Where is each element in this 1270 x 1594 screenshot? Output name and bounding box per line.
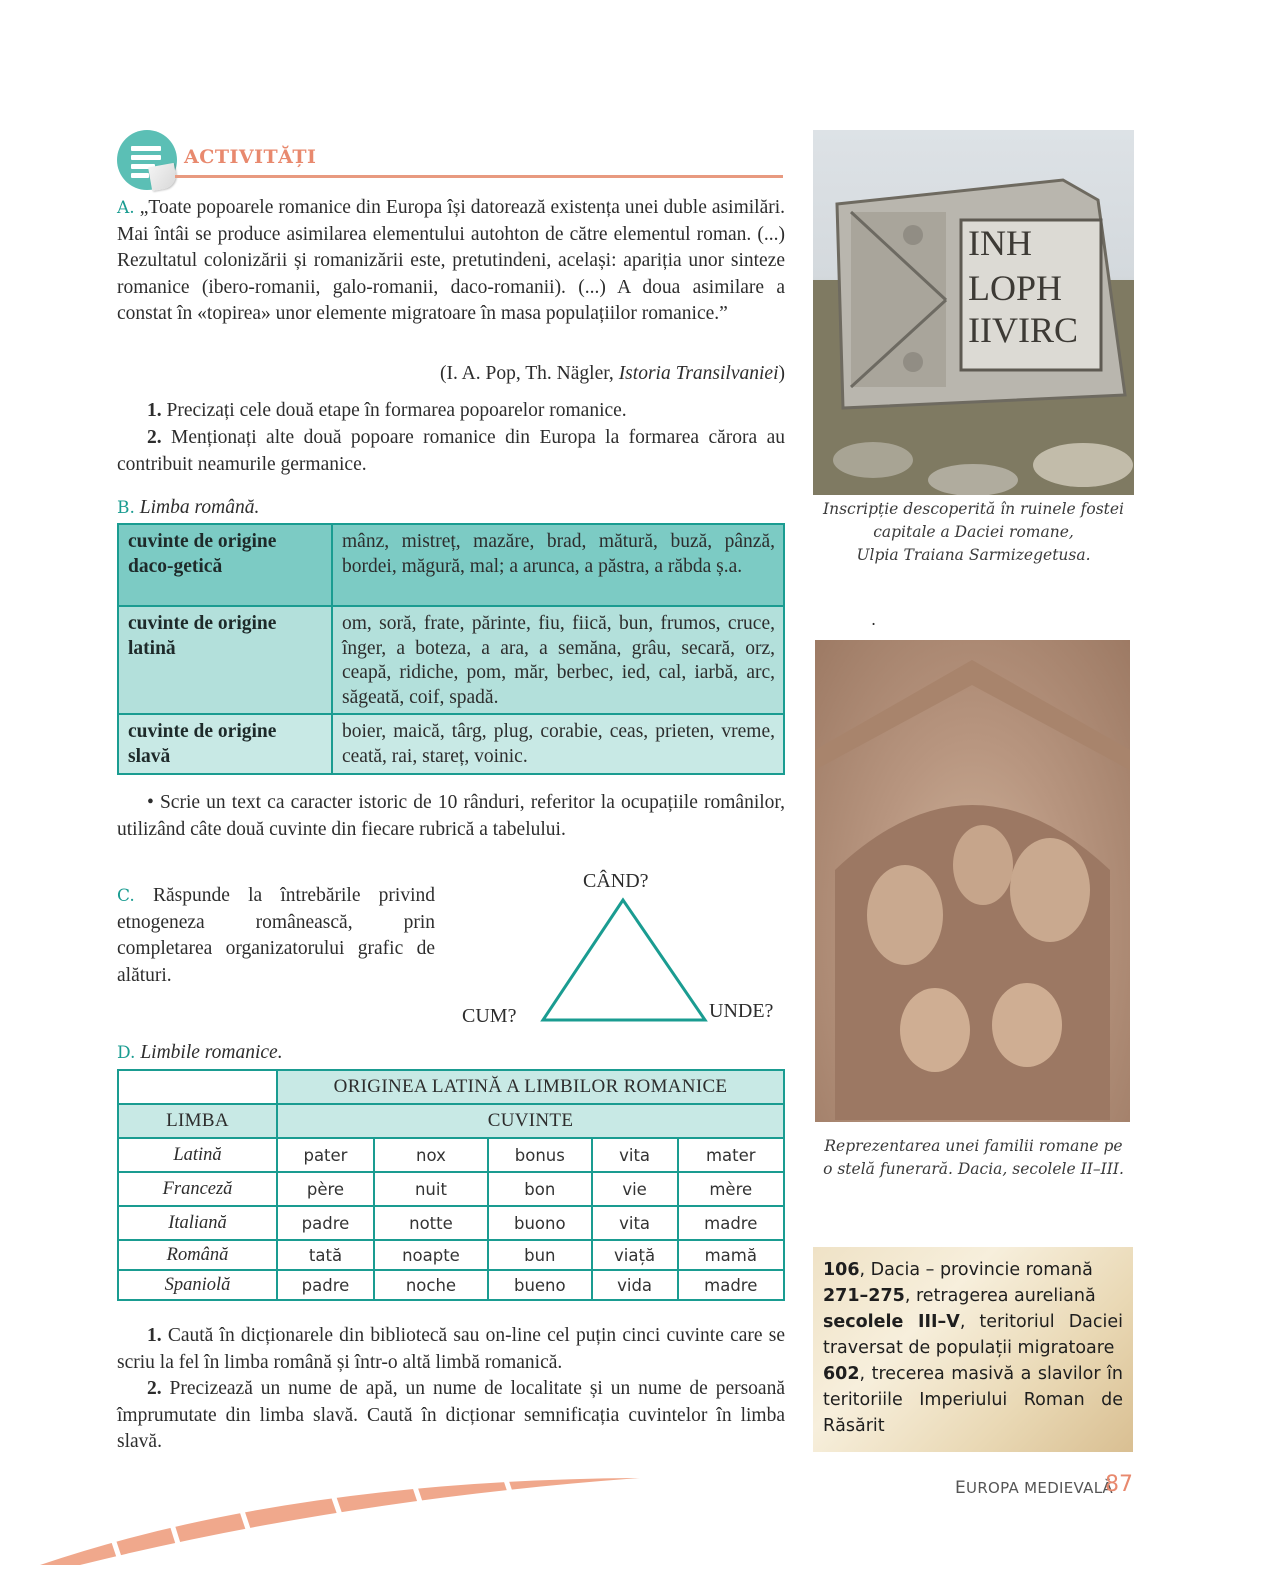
word-cell: notte: [374, 1206, 488, 1240]
chronology-event: , trecerea masivă a slavilor în teritoriile Imperiului Roman de Răsărit: [823, 1364, 1123, 1436]
section-d-title: Limbile romanice.: [140, 1042, 283, 1063]
table-row: [118, 1240, 784, 1270]
question-d2: [117, 1376, 785, 1456]
origin-words: mânz, mistreț, mazăre, brad, mătură, buză, pânză, bordei, măgură, mal; a arunca, a păstra, a răbda ș.a.: [332, 524, 784, 606]
rock: [833, 442, 913, 478]
section-b-heading: [117, 495, 785, 522]
table-row: [118, 606, 784, 714]
section-title: [955, 1478, 1113, 1498]
caption-line: capitale a Daciei romane,: [873, 523, 1074, 541]
triangle-label-top: CÂND?: [583, 870, 649, 892]
relief-rosette: [903, 352, 923, 372]
page-curl-icon: [148, 163, 178, 191]
word-cell: mère: [678, 1172, 784, 1206]
table-row: [118, 714, 784, 774]
column-header-words: CUVINTE: [277, 1104, 784, 1138]
question-text: Precizați cele două etape în formarea popoarelor romanice.: [161, 400, 627, 421]
chronology-item: [823, 1257, 1123, 1283]
word-cell: bun: [488, 1240, 592, 1270]
pediment: [815, 660, 1130, 770]
rock: [1033, 443, 1133, 487]
caption-line: o stelă funerară. Dacia, secolele II–III.: [823, 1160, 1124, 1178]
activities-heading: ACTIVITĂȚI: [184, 146, 317, 168]
stray-dot: .: [871, 610, 877, 629]
word-cell: noapte: [374, 1240, 488, 1270]
language-name: Română: [118, 1240, 277, 1270]
word-cell: vita: [592, 1138, 678, 1172]
word-cell: vie: [592, 1172, 678, 1206]
word-origin-table: [117, 523, 785, 775]
section-b-label: B.: [117, 498, 135, 518]
section-b-title: Limba română.: [139, 497, 260, 518]
triangle-label-left: CUM?: [462, 1005, 517, 1027]
figure-head: [900, 988, 970, 1072]
relief-rosette: [903, 225, 923, 245]
question-text: Precizează un nume de apă, un nume de localitate și un nume de persoană împrumutate din limba slavă. Caută în dicționar semnificația cuvintelor în limba slavă.: [117, 1378, 785, 1452]
page-number: 87: [1105, 1472, 1133, 1497]
decorative-swoosh: [40, 1470, 660, 1570]
source-authors: (I. A. Pop, Th. Nägler,: [440, 363, 619, 384]
stele-relief-illustration: [815, 640, 1130, 1122]
table-row: [118, 1172, 784, 1206]
source-title: Istoria Transilvaniei: [618, 363, 779, 384]
section-a-label: A.: [117, 198, 135, 218]
figure-head: [953, 825, 1013, 905]
table-row: [118, 524, 784, 606]
language-name: Franceză: [118, 1172, 277, 1206]
section-title-initial: E: [955, 1478, 967, 1498]
chronology-event: , retragerea aureliană: [904, 1286, 1096, 1306]
inscription-line: LOPH: [968, 268, 1063, 308]
question-d1: [117, 1323, 785, 1376]
word-cell: pater: [277, 1138, 374, 1172]
word-cell: tată: [277, 1240, 374, 1270]
chronology-item: [823, 1361, 1123, 1439]
inscription-line: INH: [968, 223, 1032, 263]
column-header-language: LIMBA: [118, 1104, 277, 1138]
table-row: [118, 1206, 784, 1240]
chronology-event: , Dacia – provincie romană: [859, 1260, 1093, 1280]
caption-line: Ulpia Traiana Sarmizegetusa.: [856, 546, 1091, 564]
word-cell: buono: [488, 1206, 592, 1240]
inscription-stone-illustration: [813, 130, 1134, 495]
stone-relief-panel: [851, 212, 946, 387]
triangle-shape: [543, 900, 705, 1020]
inscription-photo: [813, 130, 1134, 495]
word-cell: nuit: [374, 1172, 488, 1206]
section-c-instructions: Răspunde la întrebările privind etnogeneza românească, prin completarea organizatorului grafic de alături.: [117, 885, 435, 986]
inscription-caption: [813, 498, 1134, 567]
word-cell: nox: [374, 1138, 488, 1172]
question-text: Caută în dicționarele din bibliotecă sau on-line cel puțin cinci cuvinte care se scriu la fel în limba română și într-o altă limbă romanică.: [117, 1325, 785, 1373]
table-header-row: [118, 1070, 784, 1104]
table-row: [118, 1138, 784, 1172]
inscription-line: IIVIRC: [968, 310, 1078, 350]
word-cell: mater: [678, 1138, 784, 1172]
question-a2: [117, 425, 785, 478]
funerary-stele-photo: [815, 640, 1130, 1122]
caption-line: Inscripție descoperită în ruinele fostei: [822, 500, 1125, 518]
word-cell: vida: [592, 1270, 678, 1300]
word-cell: noche: [374, 1270, 488, 1300]
origin-words: boier, maică, târg, plug, corabie, ceas, prieten, vreme, ceată, rai, stareț, voinic.: [332, 714, 784, 774]
quote-text: „Toate popoarele romanice din Europa își datorează existența unei duble asimilări. Mai întâi se produce asimilarea elementului autohton de către elementul roman. (...) Rezultatul colonizării și romanizării este, pretutindeni, același: apariția unor sinteze romanice (ibero-romanii, galo-romanii, daco-romanii). (...) A doua asimilare a constat în «topirea» unor elemente migratoare în masa populațiilor romanice.”: [117, 197, 786, 324]
chronology-year: 106: [823, 1260, 860, 1280]
word-cell: madre: [678, 1270, 784, 1300]
chronology-box: [813, 1247, 1133, 1452]
chronology-year: secolele III–V: [823, 1312, 960, 1332]
chronology-item: [823, 1309, 1123, 1361]
chronology-item: [823, 1283, 1123, 1309]
chronology-year: 602: [823, 1364, 860, 1384]
section-c-label: C.: [117, 886, 135, 906]
language-name: Italiană: [118, 1206, 277, 1240]
figure-head: [1010, 838, 1090, 942]
figure-head: [867, 865, 943, 965]
word-cell: bonus: [488, 1138, 592, 1172]
word-cell: bueno: [488, 1270, 592, 1300]
word-cell: père: [277, 1172, 374, 1206]
question-number: 1.: [147, 400, 162, 421]
caption-line: Reprezentarea unei familii romane pe: [824, 1137, 1123, 1155]
triangle-label-right: UNDE?: [709, 1000, 774, 1022]
word-cell: vita: [592, 1206, 678, 1240]
quote-source: [117, 361, 785, 388]
rock: [928, 464, 1018, 495]
word-cell: mamă: [678, 1240, 784, 1270]
section-title-rest: UROPA MEDIEVALĂ: [966, 1479, 1113, 1497]
origin-words: om, soră, frate, părinte, fiu, fiică, bun, frumos, cruce, înger, a boteza, a ara, a semăna, grâu, secară, orz, ceapă, ridiche, pom, măr, berbec, ied, cal, iarbă, arc, săgeată, coif, spadă.: [332, 606, 784, 714]
chronology-year: 271–275: [823, 1286, 905, 1306]
table-header-row: [118, 1104, 784, 1138]
word-cell: madre: [678, 1206, 784, 1240]
section-b-task: • Scrie un text ca caracter istoric de 10 rânduri, referitor la ocupațiile românilor, utilizând câte două cuvinte din fiecare rubrică a tabelului.: [117, 792, 785, 840]
question-number: 2.: [147, 1378, 162, 1399]
question-number: 2.: [147, 427, 162, 448]
question-text: Menționați alte două popoare romanice din Europa la formarea cărora au contribuit neamurile germanice.: [117, 427, 785, 475]
origin-label: cuvinte de origine slavă: [118, 714, 332, 774]
section-a-quote: [117, 195, 785, 328]
origin-label: cuvinte de origine daco-getică: [118, 524, 332, 606]
language-name: Spaniolă: [118, 1270, 277, 1300]
table-title: ORIGINEA LATINĂ A LIMBILOR ROMANICE: [277, 1070, 784, 1104]
word-cell: padre: [277, 1206, 374, 1240]
triangle-organizer: [535, 890, 715, 1030]
language-name: Latină: [118, 1138, 277, 1172]
stele-caption: [813, 1135, 1134, 1181]
romance-languages-table: [117, 1069, 785, 1301]
question-a1: [117, 398, 785, 425]
word-cell: viață: [592, 1240, 678, 1270]
section-d-label: D.: [117, 1043, 136, 1063]
chronology-event: , teritoriul Daciei traversat de populații migratoare: [823, 1312, 1124, 1358]
figure-head: [992, 983, 1062, 1067]
word-cell: padre: [277, 1270, 374, 1300]
empty-cell: [118, 1070, 277, 1104]
section-c-text: [117, 883, 435, 989]
swoosh-shape: [40, 1478, 640, 1565]
origin-label: cuvinte de origine latină: [118, 606, 332, 714]
source-suffix: ): [778, 363, 785, 384]
question-number: 1.: [147, 1325, 162, 1346]
heading-divider: [175, 175, 783, 178]
word-cell: bon: [488, 1172, 592, 1206]
section-d-heading: [117, 1040, 785, 1067]
table-row: [118, 1270, 784, 1300]
